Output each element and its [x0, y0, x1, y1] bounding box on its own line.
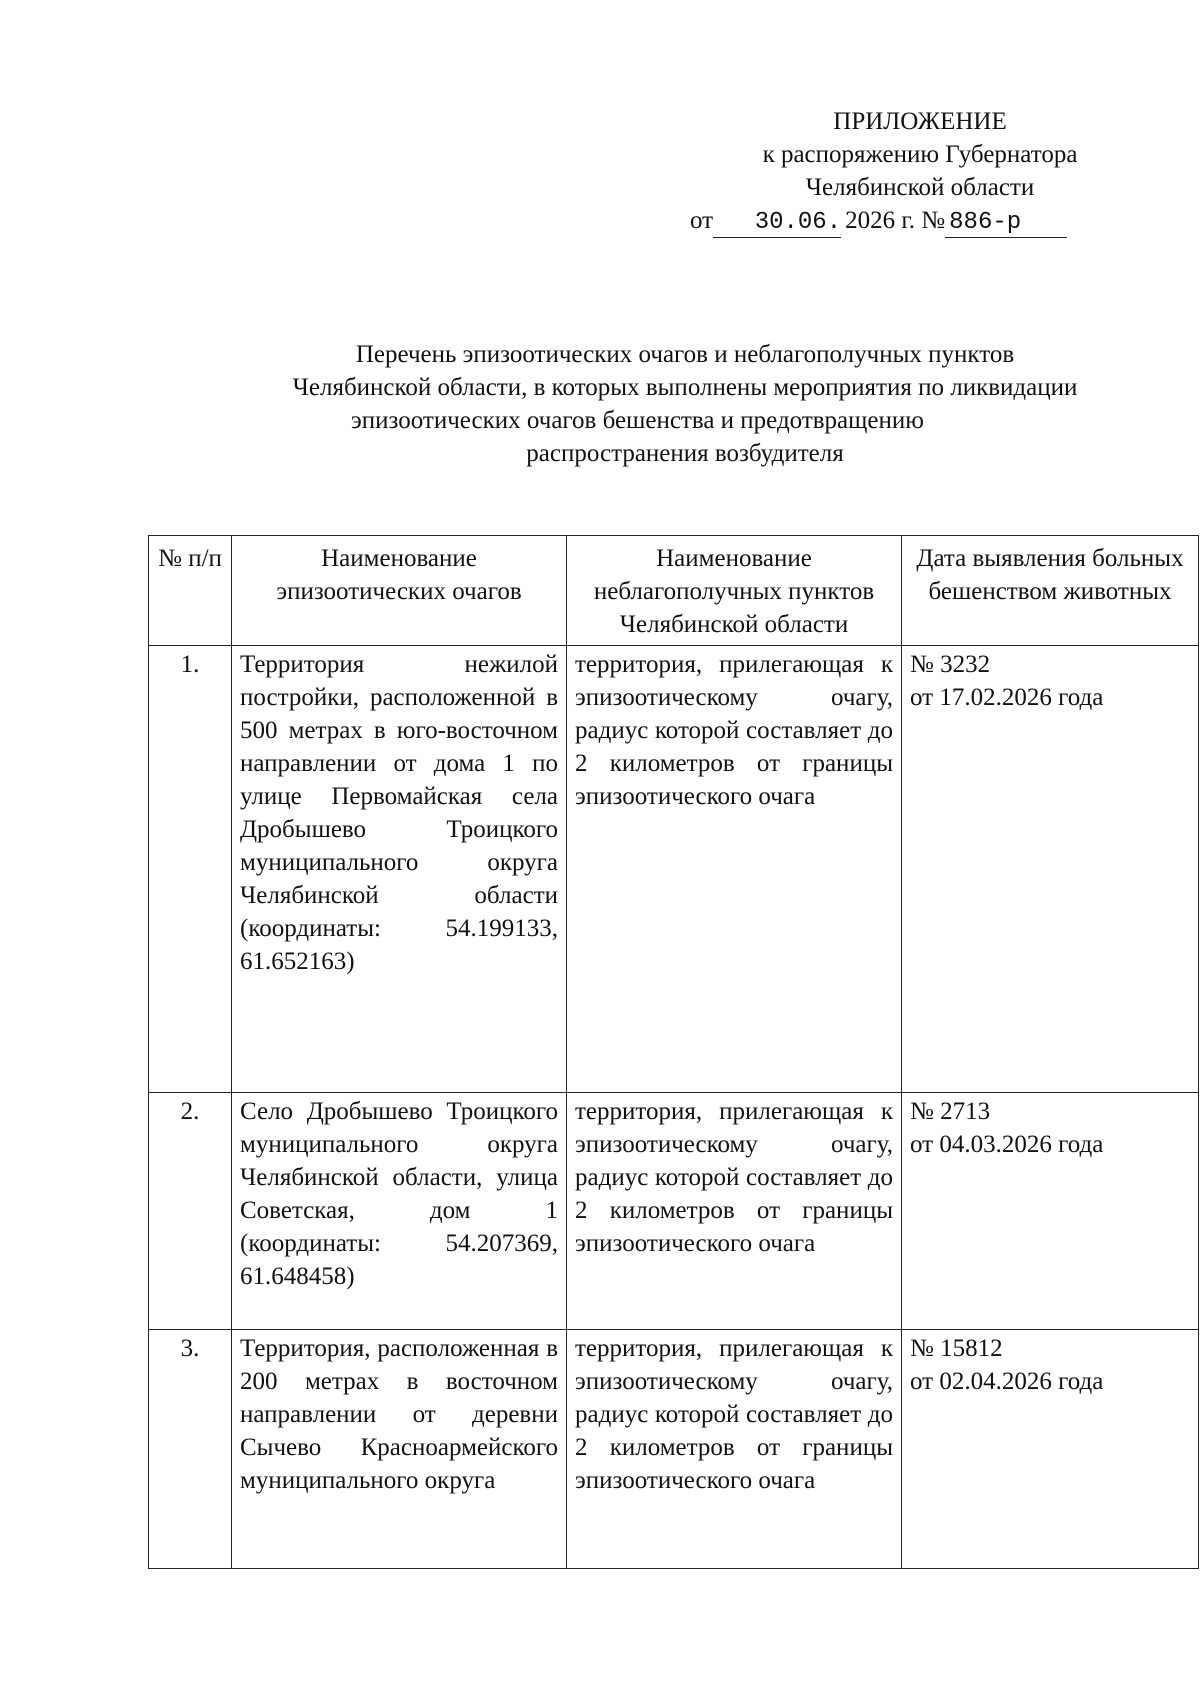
row-number: 2. [149, 1093, 232, 1330]
document-title-line: Перечень эпизоотических очагов и неблагополучных пунктов [355, 341, 1015, 368]
reference-year: 2026 г. № [845, 207, 946, 234]
row-detection-date [902, 1330, 1199, 1569]
reference-prefix: от [690, 207, 714, 234]
document-title [225, 338, 1145, 470]
row-point-name: территория, прилегающая к эпизоотическому очагу, радиус которой составляет до 2 километров от границы эпизоотического очага [567, 1330, 902, 1569]
row-point-name: территория, прилегающая к эпизоотическому очагу, радиус которой составляет до 2 километров от границы эпизоотического очага [567, 646, 902, 1093]
table-row [149, 1330, 1199, 1569]
table-row [149, 1093, 1199, 1330]
row-number: 3. [149, 1330, 232, 1569]
detection-number: № 2713 [910, 1098, 991, 1125]
header-number: № п/п [149, 536, 232, 646]
row-detection-date [902, 646, 1199, 1093]
header-point-name: Наименование неблагополучных пунктов Челябинской области [567, 536, 902, 646]
reference-date: 30.06. [754, 209, 842, 236]
reference-number: 886-р [949, 209, 1022, 236]
detection-number: № 15812 [910, 1335, 1003, 1362]
appendix-title: ПРИЛОЖЕНИЕ [833, 108, 1007, 135]
header-detection-date: Дата выявления больных бешенством животных [902, 536, 1199, 646]
row-focus-name: Территория нежилой постройки, расположенной в 500 метрах в юго-восточном направлении от дома 1 по улице Первомайская села Дробышево Троицкого муниципального округа Челябинской области (координаты: 54.199133, 61.652163) [232, 646, 567, 1093]
document-title-line: эпизоотических очагов бешенства и предотвращению [351, 407, 924, 434]
header-focus-name: Наименование эпизоотических очагов [232, 536, 567, 646]
detection-date: от 02.04.2026 года [910, 1368, 1104, 1395]
appendix-region-line: Челябинской области [805, 174, 1035, 201]
row-detection-date [902, 1093, 1199, 1330]
table-row [149, 646, 1199, 1093]
row-number: 1. [149, 646, 232, 1093]
reference-date-field [713, 207, 841, 238]
appendix-reference-line [690, 204, 1140, 237]
row-focus-name: Село Дробышево Троицкого муниципального округа Челябинской области, улица Советская, дом 1 (координаты: 54.207369, 61.648458) [232, 1093, 567, 1330]
table-header-row [149, 536, 1199, 646]
foci-table [148, 535, 1199, 1569]
appendix-order-line: к распоряжению Губернатора [762, 141, 1078, 168]
appendix-header [690, 105, 1140, 237]
row-focus-name: Территория, расположенная в 200 метрах в восточном направлении от деревни Сычево Красноармейского муниципального округа [232, 1330, 567, 1569]
detection-date: от 04.03.2026 года [910, 1131, 1104, 1158]
reference-number-field [945, 207, 1067, 238]
detection-date: от 17.02.2026 года [910, 684, 1104, 711]
document-title-line: распространения возбудителя [526, 440, 844, 467]
row-point-name: территория, прилегающая к эпизоотическому очагу, радиус которой составляет до 2 километров от границы эпизоотического очага [567, 1093, 902, 1330]
document-title-line: Челябинской области, в которых выполнены мероприятия по ликвидации [292, 374, 1078, 401]
detection-number: № 3232 [910, 651, 991, 678]
